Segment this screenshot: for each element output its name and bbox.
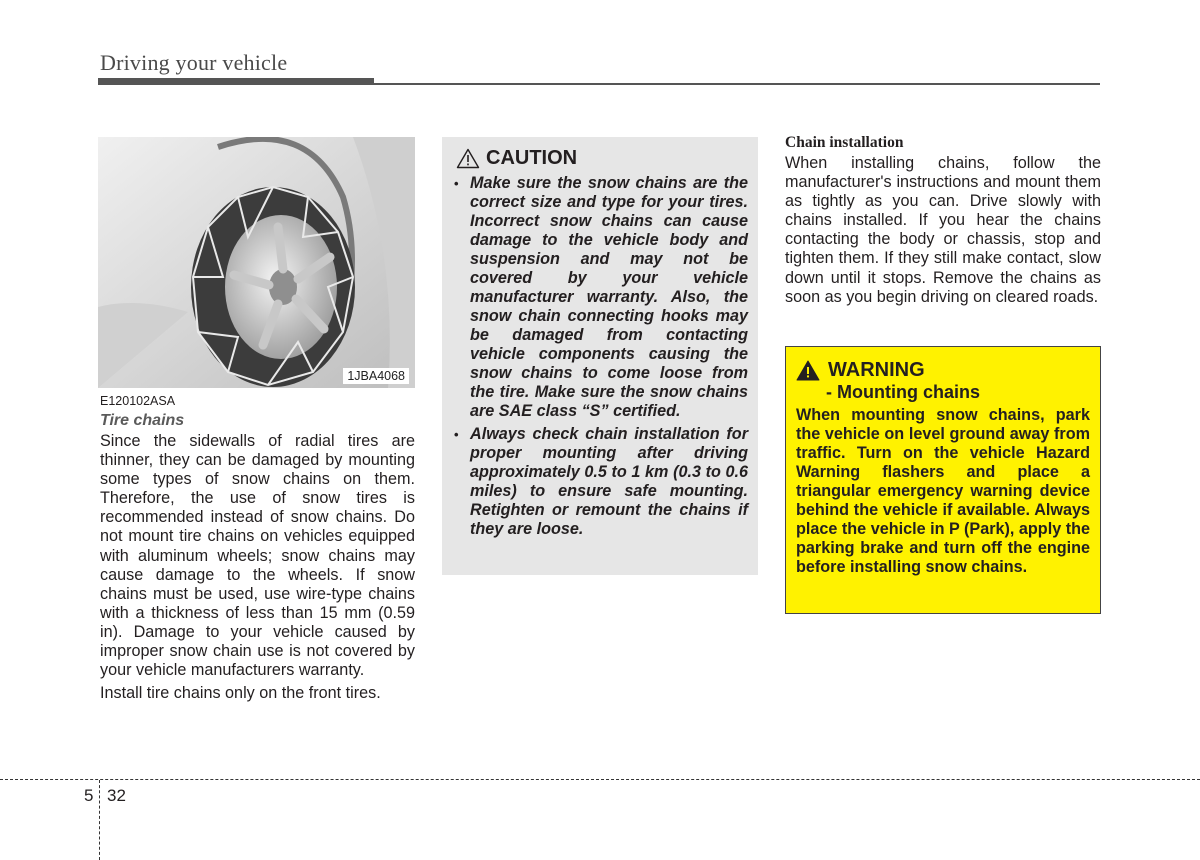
chain-installation-paragraph: When installing chains, follow the manufacturer's instructions and mount them as tightly as you can. Drive slowly with chains installed. If you hear the chains contacting the body or chassis, stop and tighten them. If they still make contact, slow down until it stops. Remove the chains as soon as you begin driving on cleared roads.	[785, 154, 1101, 306]
caution-list	[454, 174, 748, 539]
caution-box	[442, 137, 758, 575]
header-rule-thick	[98, 78, 374, 85]
warning-triangle-filled-icon	[796, 360, 820, 381]
tire-chains-subheading: Tire chains	[100, 412, 185, 429]
chain-installation-section	[785, 134, 1101, 307]
chain-installation-heading: Chain installation	[785, 134, 904, 151]
caution-title: CAUTION	[486, 147, 578, 169]
footer-vertical-divider	[99, 780, 100, 860]
page-header-title: Driving your vehicle	[100, 50, 288, 75]
tire-chains-section	[100, 394, 415, 703]
warning-heading	[796, 359, 1090, 382]
warning-text: When mounting snow chains, park the vehicle on level ground away from traffic. Turn on the vehicle Hazard Warning flashers and place a triangular emergency warning device behind the vehicle if available. Always place the vehicle in P (Park), apply the parking brake and turn off the engine before installing snow chains.	[796, 406, 1090, 576]
warning-triangle-outline-icon	[456, 148, 480, 169]
header-rule-thin	[374, 83, 1100, 85]
section-code: E120102ASA	[100, 394, 176, 408]
warning-title: WARNING	[828, 359, 925, 381]
caution-item: • Always check chain installation for proper mounting after driving approximately 0.5 to 1 km (0.3 to 0.6 miles) to ensure safe mounting. Retighten or remount the chains if they are loose.	[454, 425, 748, 539]
tire-chains-paragraph: Install tire chains only on the front tires.	[100, 684, 381, 703]
warning-box	[785, 346, 1101, 614]
page-number: 32	[107, 786, 126, 805]
chapter-number: 5	[84, 786, 94, 805]
warning-subtitle: - Mounting chains	[826, 382, 980, 402]
photo-reference-code: 1JBA4068	[343, 368, 409, 384]
caution-heading	[456, 147, 748, 170]
tire-chain-illustration	[98, 137, 415, 388]
caution-item: • Make sure the snow chains are the correct size and type for your tires. Incorrect snow chains can cause damage to the vehicle body and suspension and may not be covered by your vehicle manufacturer warranty. Also, the snow chain connecting hooks may be damaged from contacting vehicle components causing the snow chains to come loose from the tire. Make sure the snow chains are SAE class “S” certified.	[454, 174, 748, 421]
tire-chain-photo	[98, 137, 415, 388]
footer-divider	[0, 779, 1200, 780]
tire-chains-paragraph: Since the sidewalls of radial tires are thinner, they can be damaged by mounting some types of snow chains on them. Therefore, the use of snow tires is recommended instead of snow chains. Do not mount tire chains on vehicles equipped with aluminum wheels; snow chains may cause damage to the wheels. If snow chains must be used, use wire-type chains with a thickness of less than 15 mm (0.59 in). Damage to your vehicle caused by improper snow chain use is not covered by your vehicle manufacturers warranty.	[100, 432, 415, 680]
